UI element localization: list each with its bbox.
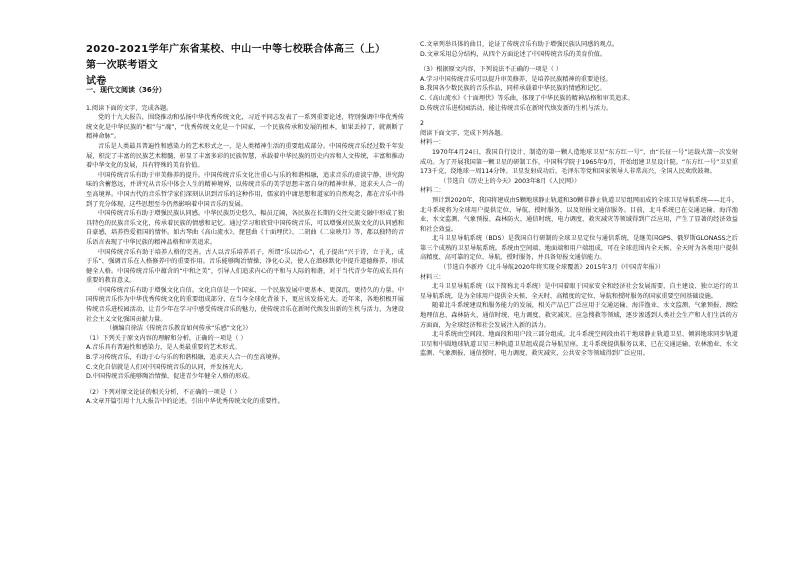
question-3-option-c: C.《高山流水》《十面埋伏》等乐曲，体现了中华民族的精神品格和审美追求。	[420, 94, 634, 102]
material-3-paragraph: 北斗系统由空间段、地面段和用户段三部分组成。北斗系统空间段由若干地球静止轨道卫星、倾斜地球同步轨道卫星和中圆地球轨道卫星三种轨道卫星组成混合导航星座。北斗系统提供服务以来，已在交通运输、农林渔业、水文监测、气象测报、通信授时、电力调度、救灾减灾、公共安全等领域得到广泛应用。	[420, 331, 738, 358]
question-2: （2）下列对原文论证的相关分析，不正确的一项是（ ）	[86, 388, 241, 396]
title-line-2: 试卷	[86, 76, 107, 87]
section-heading: 一、现代文阅读（36分）	[86, 86, 166, 94]
question-2-option-d: D.文章采用总分结构，从四个方面论述了中国传统音乐的美育价值。	[420, 50, 607, 58]
question-3: （3）根据原文内容，下列说法不正确的一项是（ ）	[420, 66, 563, 74]
material-1-label: 材料一：	[420, 139, 445, 147]
material-3-paragraph: 北斗卫星导航系统（以下简称北斗系统）是中国着眼于国家安全和经济社会发展需要，自主建设、独立运行的卫星导航系统，是为全球用户提供全天候、全天时、高精度的定位、导航和授时服务的国家重要空间基础设施。	[420, 283, 738, 300]
title-line-1: 2020-2021学年广东省某校、中山一中等七校联合体高三（上）第一次联考语文	[86, 44, 386, 71]
passage-paragraph: 音乐是人类最具普遍性和感染力的艺术形式之一，是人类精神生活的重要组成部分。中国传统音乐经过数千年发展，积淀了丰富的民族艺术精髓，彰显了丰富多彩的民族智慧，承载着中华民族的历史内容和人文传统，丰富和推动着中华文化的发展，具有特殊的美育价值。	[86, 142, 404, 170]
material-2-source: （节选自李新玲《北斗导航2020年将实现全球覆盖》2015年3月《中国青年报》）	[440, 264, 665, 272]
passage-paragraph: 中国传统音乐有助于增强民族认同感。中华民族历史悠久，幅员辽阔，各民族在长期的交往交流交融中形成了独具特色的民族音乐文化，传承着民族的情感和记忆。通过学习和欣赏中国传统音乐，可以增强对民族文化的认同感和自豪感，培养热爱祖国的情怀。如古琴曲《高山流水》、琵琶曲《十面埋伏》、二胡曲《二泉映月》等，都以独特的音乐语言表现了中华民族的精神品格和审美追求。	[86, 210, 404, 246]
material-2-paragraph: 北斗卫星导航系统（BDS）是我国自行研制的全球卫星定位与通信系统，是继美国GPS、俄罗斯GLONASS之后第三个成熟的卫星导航系统。系统由空间端、地面端和用户端组成，可在全球范围内全天候、全天时为各类用户提供高精度、高可靠的定位、导航、授时服务，并具备短报文通信能力。	[420, 235, 738, 262]
passage-intro: 1.阅读下面的文字，完成各题。	[86, 104, 173, 112]
question-3-option-a: A.学习中国传统音乐可以提升审美修养，是培养民族精神的重要途径。	[420, 75, 612, 83]
question-3-option-b: B.我国各少数民族的音乐作品，同样承载着中华民族的情感和记忆。	[420, 85, 606, 93]
material-3-label: 材料三：	[420, 273, 445, 281]
passage-paragraph: 党的十九大报告，围绕推动和弘扬中华优秀传统文化，习近平同志发表了一系列重要论述，特别强调中华优秀传统文化是中华民族的“根”与“魂”，“优秀传统文化是一个国家、一个民族传承和发展的根本，如果丢掉了，就割断了精神命脉”。	[86, 114, 404, 141]
left-column	[86, 78, 404, 407]
right-column	[420, 40, 738, 359]
question-1-option-d: D.中国传统音乐能够陶冶情操，促进青少年健全人格的形成。	[86, 373, 254, 381]
material-2-label: 材料二：	[420, 187, 445, 195]
material-3-paragraph: 随着北斗系统建设和服务能力的发展，相关产品已广泛应用于交通运输、海洋渔业、水文监测、气象预报、测绘地理信息、森林防火、通信时统、电力调度、救灾减灾、应急搜救等领域，逐步渗透到人类社会生产和人们生活的方方面面，为全球经济和社会发展注入新的活力。	[420, 302, 738, 329]
material-1-paragraph: 1970年4月24日，我国自行设计、制造的第一颗人造地球卫星“东方红一号”，由“长征一号”运载火箭一次发射成功。为了开展我国第一颗卫星的研制工作，中国科学院于1965年9月，开始组建卫星设计院。“东方红一号”卫星重173千克，绕地球一周114分钟。卫星发射成功后，毛泽东等党和国家领导人非常高兴，全国人民欢欣鼓舞。	[420, 148, 738, 176]
question-1-option-a: A.音乐具有普遍性和感染力，是人类最重要的艺术形式。	[86, 344, 241, 352]
question-1-option-c: C.文化自信就是人们对中国传统音乐的认同，并发扬光大。	[86, 363, 247, 371]
material-2-paragraph: 预计到2020年，我国将建成由5颗地球静止轨道和30颗非静止轨道卫星组网而成的全球卫星导航系统——北斗。北斗系统将为全球用户提供定位、导航、授时服务，以及短报文通信服务。目前，北斗系统已在交通运输、海洋渔业、水文监测、气象预报、森林防火、通信时统、电力调度、救灾减灾等领域得到广泛应用，产生了显著的经济效益和社会效益。	[420, 196, 738, 233]
passage-paragraph: 中国传统音乐有助于培养人格的完善。古人以音乐培养君子，所谓“乐以治心”，孔子提出“兴于诗，立于礼，成于乐”，强调音乐在人格修养中的重要作用。音乐能够陶冶情操，净化心灵，使人在潜移默化中提升道德修养，形成健全人格。中国传统音乐中蕴含的“中和之美”，引导人们追求内心的平和与人际的和谐，对于当代青少年的成长具有重要的教育意义。	[86, 248, 404, 285]
question-1: （1）下列关于原文内容的理解和分析，正确的一项是（ ）	[86, 334, 247, 342]
passage-paragraph: 中国传统音乐有助于审美修养的提升。中国传统音乐文化注重心与乐的和谐相融，追求音乐的虚淡宁静，讲究韵味的含蓄悠远，并讲究从音乐中体会人生的精神境界，以传统音乐的美学思想丰富自身的精神世界，追求天人合一的至高境界。中国古代的音乐哲学家们深刻认识到音乐的这种作用，儒家的中庸思想和道家的自然观念，都在音乐中得到了充分体现，这些思想至今仍然影响着中国音乐的发展。	[86, 171, 404, 208]
question-2-option-c: C.文章列举具体的曲目，论证了传统音乐有助于增强民族认同感的观点。	[420, 41, 619, 48]
material-1-source: （节选自《历史上的今天》2003年8月《人民网》）	[440, 177, 581, 185]
passage-source: （摘编自徐洁《传统音乐教育如何传承“乐感”文化》）	[106, 325, 252, 333]
question-1-option-b: B.学习传统音乐，有助于心与乐的和谐相融，追求天人合一的至高境界。	[86, 354, 285, 362]
question-3-option-d: D.传统音乐进校园活动，能让传统音乐在新时代焕发新的生机与活力。	[420, 104, 613, 112]
question-2-option-a: A.文章开篇引用十九大报告中的论述，引出中华优秀传统文化的重要性。	[86, 398, 284, 406]
question-number-2: 2	[420, 120, 424, 128]
reading-instruction: 阅读下面文字，完成下列各题。	[420, 129, 507, 137]
passage-paragraph: 中国传统音乐有助于增强文化自信。文化自信是一个国家、一个民族发展中更基本、更深沉、更持久的力量。中国传统音乐作为中华优秀传统文化的重要组成部分，在当今全球化背景下，更应该发扬光大。近年来，各地积极开展传统音乐进校园活动，让青少年在学习中感受传统音乐的魅力，使传统音乐在新时代焕发出新的生机与活力，为建设社会主义文化强国贡献力量。	[86, 286, 404, 323]
